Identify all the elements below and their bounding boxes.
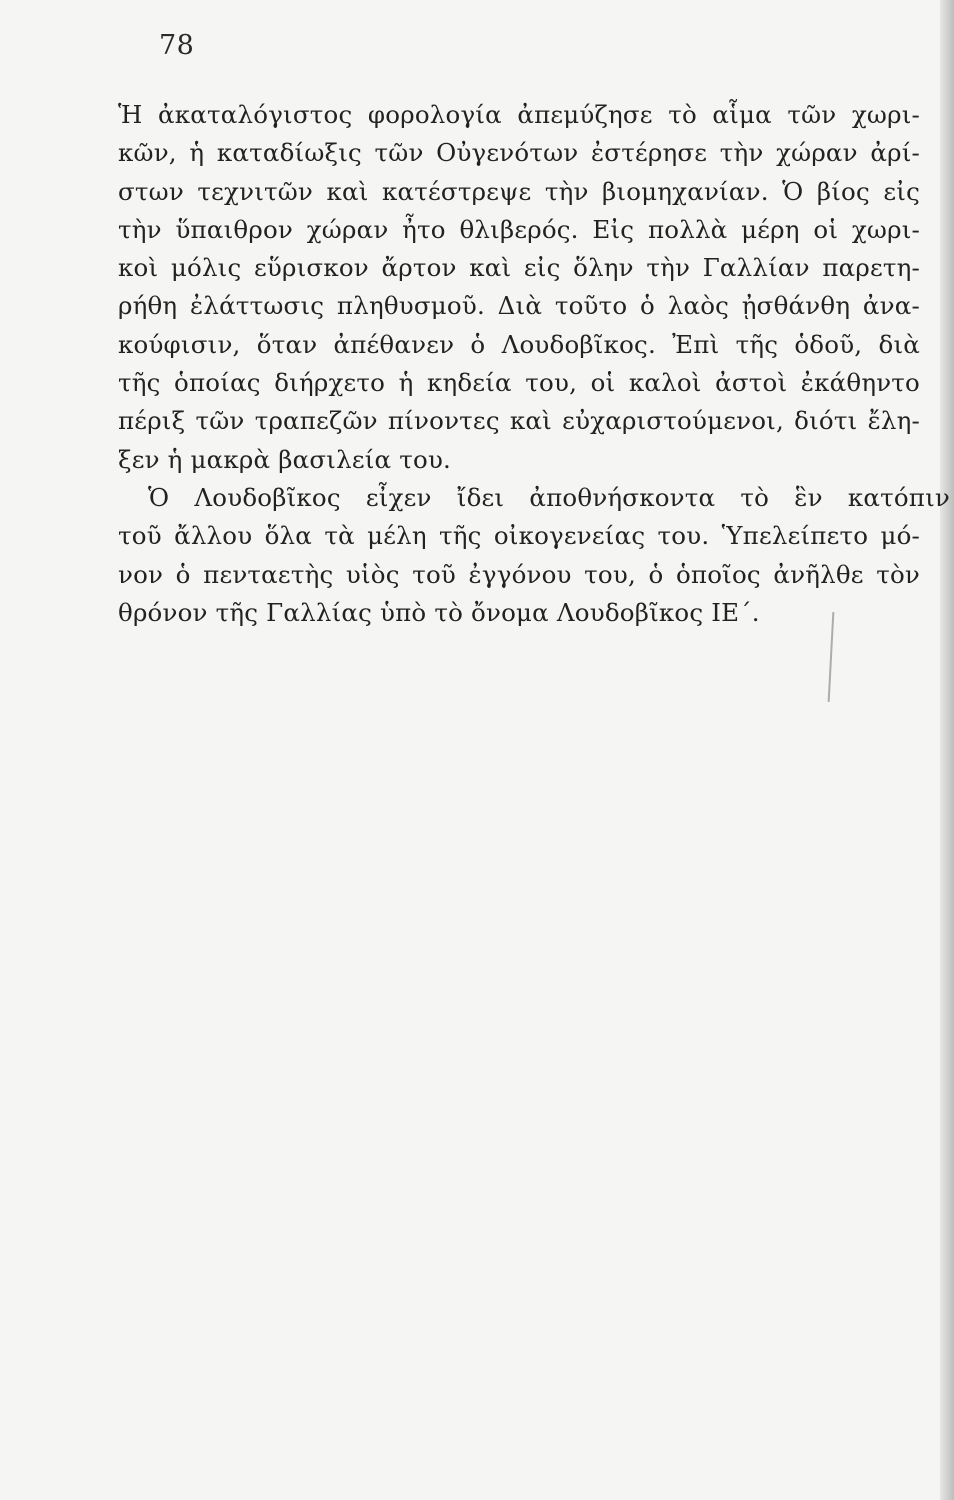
text-line-10: ξεν ἡ μακρὰ βασιλεία του. <box>118 444 452 474</box>
text-line-3: στων τεχνιτῶν καὶ κατέστρεψε τὴν βιομηχανίαν. Ὁ βίος εἰς <box>118 176 920 206</box>
page-number: 78 <box>159 30 195 61</box>
text-line-6: ρήθη ἐλάττωσις πληθυσμοῦ. Διὰ τοῦτο ὁ λαὸς ᾐσθάνθη ἀνα- <box>118 291 920 321</box>
text-line-1: Ἡ ἀκαταλόγιστος φορολογία ἀπεμύζησε τὸ αἷμα τῶν χωρι- <box>118 100 920 129</box>
text-line-2: κῶν, ἡ καταδίωξις τῶν Οὐγενότων ἐστέρησε τὴν χώραν ἀρί- <box>118 138 920 168</box>
text-line-4: τὴν ὕπαιθρον χώραν ἦτο θλιβερός. Εἰς πολλὰ μέρη οἱ χωρι- <box>118 214 920 244</box>
text-line-5: κοὶ μόλις εὕρισκον ἄρτον καὶ εἰς ὅλην τὴν Γαλλίαν παρετη- <box>118 253 920 283</box>
page-edge-shadow <box>940 0 954 1500</box>
text-line-13: νον ὁ πενταετὴς υἱὸς τοῦ ἐγγόνου του, ὁ ὁποῖος ἀνῆλθε τὸν <box>118 559 920 589</box>
body-text <box>118 96 950 632</box>
text-line-9: πέριξ τῶν τραπεζῶν πίνοντες καὶ εὐχαριστούμενοι, διότι ἔλη- <box>118 406 920 436</box>
text-line-8: τῆς ὁποίας διήρχετο ἡ κηδεία του, οἱ καλοὶ ἀστοὶ ἐκάθηντο <box>118 368 920 398</box>
text-line-11: Ὁ Λουδοβῖκος εἶχεν ἴδει ἀποθνήσκοντα τὸ ἓν κατόπιν <box>148 482 950 512</box>
text-line-7: κούφισιν, ὅταν ἀπέθανεν ὁ Λουδοβῖκος. Ἐπὶ τῆς ὁδοῦ, διὰ <box>118 329 920 359</box>
text-line-14: θρόνον τῆς Γαλλίας ὑπὸ τὸ ὄνομα Λουδοβῖκος ΙΕ΄. <box>118 597 760 627</box>
text-line-12: τοῦ ἄλλου ὅλα τὰ μέλη τῆς οἰκογενείας του. Ὑπελείπετο μό- <box>118 521 920 551</box>
